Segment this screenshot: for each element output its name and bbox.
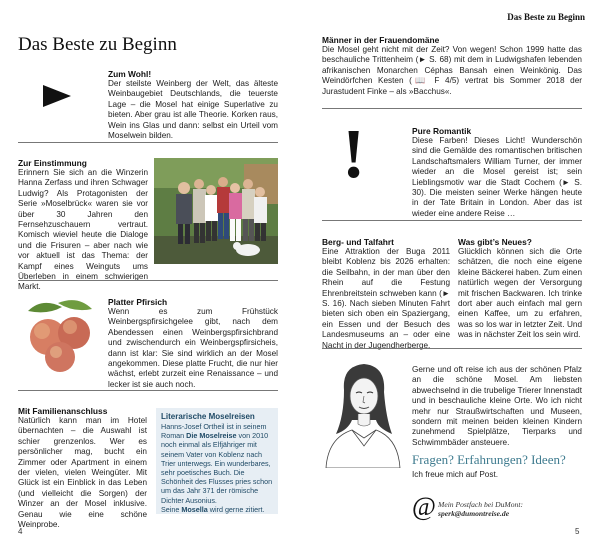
divider [322,348,582,349]
divider [18,142,278,143]
literature-text: noch einmal als Elfjähriger mit seinem Vater von Koblenz nach Trier unterwegs. Ein wunderbares, sehr poetisches Buch. Die Schönheit des Flusses pries schon um das Jahr 371 der römische Dichter Ausonius. [161,440,273,505]
maenner-text: Die Mosel geht nicht mit der Zeit? Von wegen! Schon 1999 hatte das beschauliche Trittenheim (► S. 68) mit dem in Ludwigshafen lebenden afrikanischen Monarchen Céphas Bansah einen Weinkönig. Das Weindörfchen Kesten (📖 F 4/5) vertrat bis Sommer 2018 der Jurastudent Finke – als »Bacchus«. [322,45,582,96]
page-number-right: 5 [575,527,580,536]
literature-title: Literarische Moselreisen [161,412,255,421]
neues-text: Glücklich können sich die Orte schätzen, die noch eine eigene kleine Bäckerei haben. Zum einen natürlich wegen der Versorgung mit frischen Backwaren. Ich trinke dort aber auch einfach mal gern einen Kaffee, um zu erfahren, was so los war in letzter Zeit. Und was in nächster Zeit los sein wird. [458,247,582,340]
group-photo [154,158,278,264]
familien-title: Mit Familienanschluss [18,406,108,416]
zum-wohl-text: Der steilste Weinberg der Welt, das älteste Weinbaugebiet Deutschlands, die teuerste Lage – die Mosel hat einige Superlative zu bieten. Aber grau ist alle Theorie. Korken raus, Wein ins Glas und dann: selbst ein Urteil vom Moselwein bilden. [108,79,278,141]
exclamation-icon: ! [342,116,366,193]
email-link[interactable]: sperk@dumontreise.de [438,509,510,518]
page-number-left: 4 [18,527,23,536]
einstimmung-text: Erinnern Sie sich an die Winzerin Hanna Zerfass und ihren Schwager Ludwig? Als Protagonisten der Serie »Moselbrück« waren sie vor über 30 Jahren den Fernsehzuschauern vertraut. Komisch wieviel heute die Dialoge und die Frisuren – aber nach wie vor aktuell ist das Thema: der Kampf eines Weinguts ums Überleben in einem schwierigen Markt. [18,168,148,292]
literature-box [156,408,278,514]
divider [322,108,582,109]
romantik-title: Pure Romantik [412,126,472,136]
zum-wohl-title: Zum Wohl! [108,69,152,79]
berg-text: Eine Attraktion der Buga 2011 bleibt Koblenz bis 2026 erhalten: die Seilbahn, in der man über den Rhein auf die Festung Ehrenbreitstein schweben kann (► S. 16). Nach sieben Minuten Fahrt bieten sich oben ein Spaziergang, ein Essen und der Besuch des Landesmuseums an – oder eine Nacht in der Jugendherberge. [322,247,450,350]
pfirsich-text: Wenn es zum Frühstück Weinbergspfirsichgelee gibt, nach dem Abendessen einen Weinbergspfirsichbrand und zwischendurch ein Weinbergspfirsicheis, dann ist klar: Sie sind wirklich an der Mosel angekommen. Diese platte Frucht, die nur hier wächst, erlebt zurzeit eine Renaissance – und lecker ist sie auch noch. [108,307,278,389]
running-title: Das Beste zu Beginn [507,12,585,22]
page-title: Das Beste zu Beginn [18,34,177,55]
peach-photo [18,297,98,375]
romantik-text: Diese Farben! Dieses Licht! Wunderschön sind die Gemälde des romantischen britischen Landschaftsmalers William Turner, der immer wieder an die Mosel gereist ist; sein Lieblingsmotiv war die Stadt Cochem (► S. 30). Die meisten seiner Werke hängen heute in der Tate Britain in London. Aber das ist wieder eine andere Reise … [412,136,582,218]
contact-heading: Fragen? Erfahrungen? Ideen? [412,452,566,467]
literature-line: Roman Die Moselreise von 2010 [161,431,269,441]
divider [322,220,582,221]
maenner-title: Männer in der Frauendomäne [322,35,440,45]
pfirsich-title: Platter Pfirsich [108,297,168,307]
literature-line: Hanns-Josef Ortheil ist in seinem [161,422,267,431]
author-text: Gerne und oft reise ich aus der schönen Pfalz an die schöne Mosel. Am liebsten abwechselnd in die trubelige Trierer Innenstadt und in beschauliche kleine Orte. Wo ich nicht mehr nur Straußwirtschaften und Museen, sondern mit meinen beiden kleinen Kindern zunehmend Spielplätze, Tierparks und Schwimmbäder ansteuere. [412,365,582,447]
divider [18,280,278,281]
literature-line: Seine Mosella wird gerne zitiert. [161,504,265,514]
neues-title: Was gibt’s Neues? [458,237,532,247]
play-arrow-icon [42,84,72,108]
divider [18,390,278,391]
familien-text: Natürlich kann man im Hotel übernachten – die Auswahl ist schier grenzenlos. Wer es persönlicher mag, bucht ein Zimmer oder Apartment in einem der vielen, vielen Weingüter. Mit Glück ist ein Einblick in das Leben (und vielleicht die Sorgen) der Winzer an der Mosel inklusive. Genau wie eine schöne Weinprobe. [18,416,147,530]
at-icon: @ [412,492,436,521]
berg-title: Berg- und Talfahrt [322,237,394,247]
contact-note: Ich freue mich auf Post. [412,470,499,479]
mailbox-label: Mein Postfach bei DuMont: [438,500,523,509]
einstimmung-title: Zur Einstimmung [18,158,87,168]
author-portrait [322,360,402,468]
